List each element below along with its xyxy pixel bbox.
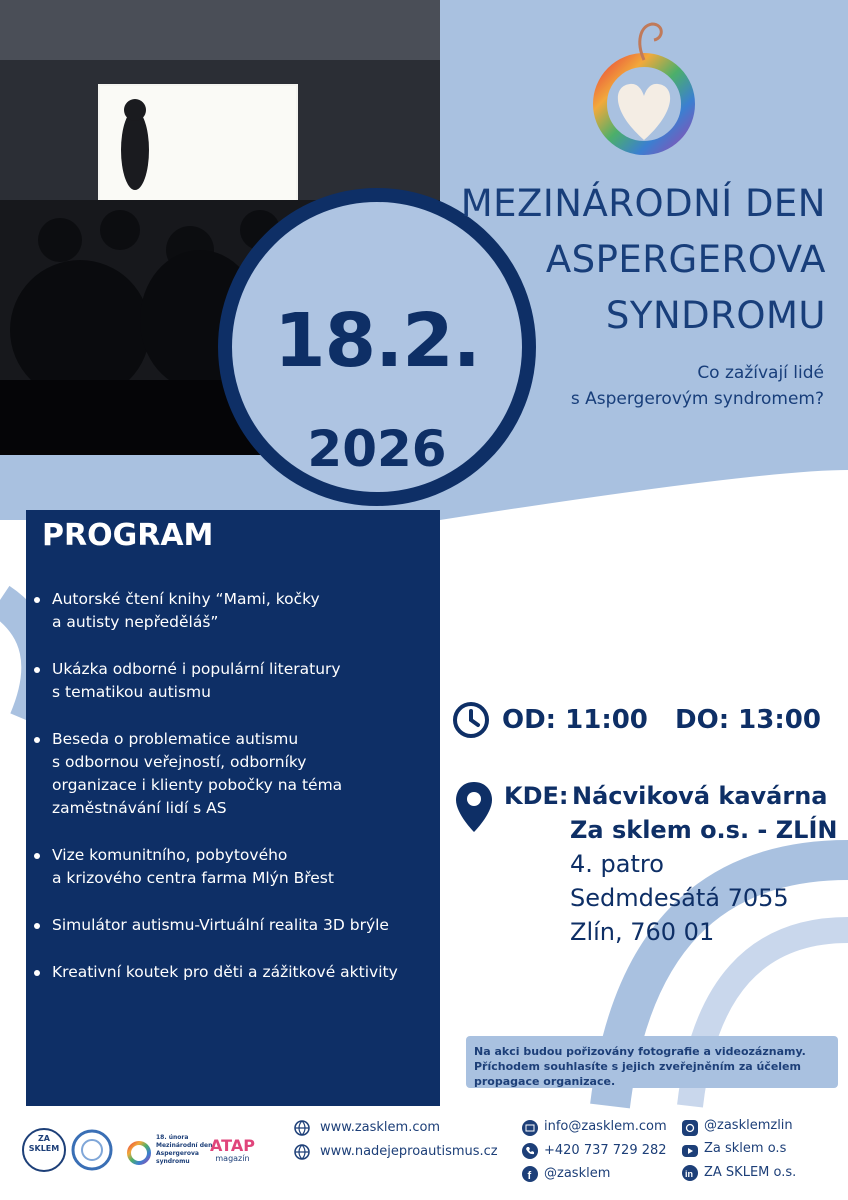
logo-circle-icon xyxy=(70,1128,114,1172)
clock-icon xyxy=(452,701,490,739)
svg-text:in: in xyxy=(685,1169,693,1179)
program-item: Simulátor autismu-Virtuální realita 3D brýle xyxy=(30,914,438,937)
program-item: Beseda o problematice autismu s odbornou veřejností, odborníky organizace i klienty pobočky na téma zaměstnávání lidí s AS xyxy=(30,728,438,820)
logo-zasklem xyxy=(22,1128,66,1172)
program-list xyxy=(30,588,438,1008)
globe-icon xyxy=(294,1120,310,1136)
program-item: Ukázka odborné i populární literatury s tematikou autismu xyxy=(30,658,438,704)
website-link-2[interactable]: www.nadejeproautismus.cz xyxy=(320,1144,498,1159)
program-item: Autorské čtení knihy “Mami, kočky a autisty nepředěláš” xyxy=(30,588,438,634)
instagram-icon xyxy=(682,1120,698,1136)
phone-icon xyxy=(522,1143,538,1159)
youtube-link[interactable]: Za sklem o.s xyxy=(704,1141,787,1156)
event-time: OD: 11:00 DO: 13:00 xyxy=(502,705,821,735)
instagram-link[interactable]: @zasklemzlin xyxy=(704,1118,793,1133)
logo-atap: ATAP magazín xyxy=(210,1136,255,1163)
phone-number[interactable]: +420 737 729 282 xyxy=(544,1143,667,1158)
place-street: Sedmdesátá 7055 xyxy=(570,884,789,912)
place-name: Nácviková kavárna xyxy=(572,782,828,810)
subtitle-line-1: Co zažívají lidé xyxy=(697,363,824,383)
email-icon xyxy=(522,1120,538,1136)
globe-icon xyxy=(294,1144,310,1160)
photo-notice: Na akci budou pořizovány fotografie a videozáznamy. Příchodem souhlasíte s jejich zveřejněním za účelem propagace organizace. xyxy=(466,1036,838,1088)
program-item: Vize komunitního, pobytového a krizového centra farma Mlýn Břest xyxy=(30,844,438,890)
logo-den-text: 18. února Mezinárodní den Aspergerova syndromu xyxy=(156,1134,213,1165)
email-link[interactable]: info@zasklem.com xyxy=(544,1119,667,1134)
event-date-year: 2026 xyxy=(307,420,447,478)
svg-text:f: f xyxy=(527,1170,532,1182)
time-row xyxy=(452,700,821,740)
program-item: Kreativní koutek pro děti a zážitkové aktivity xyxy=(30,961,438,984)
facebook-link[interactable]: @zasklem xyxy=(544,1166,611,1181)
subtitle-line-2: s Aspergerovým syndromem? xyxy=(570,389,824,409)
logo-zasklem-text: ZA SKLEM xyxy=(28,1134,60,1153)
logo-heart-ring-small-icon xyxy=(126,1136,152,1166)
place-organization: Za sklem o.s. - ZLÍN xyxy=(570,816,838,844)
linkedin-link[interactable]: ZA SKLEM o.s. xyxy=(704,1165,797,1180)
place-floor: 4. patro xyxy=(570,850,664,878)
linkedin-icon xyxy=(682,1165,698,1181)
event-subtitle xyxy=(464,360,824,412)
event-date-day: 18.2. xyxy=(274,298,480,384)
rainbow-heart-logo xyxy=(586,12,706,162)
website-link-1[interactable]: www.zasklem.com xyxy=(320,1120,441,1135)
place-label: KDE: xyxy=(504,782,569,810)
location-pin-icon xyxy=(454,780,494,836)
program-heading: PROGRAM xyxy=(42,518,214,553)
facebook-icon xyxy=(522,1166,538,1182)
place-city: Zlín, 760 01 xyxy=(570,918,715,946)
event-title: MEZINÁRODNÍ DEN ASPERGEROVA SYNDROMU xyxy=(460,182,826,337)
youtube-icon xyxy=(682,1143,698,1159)
